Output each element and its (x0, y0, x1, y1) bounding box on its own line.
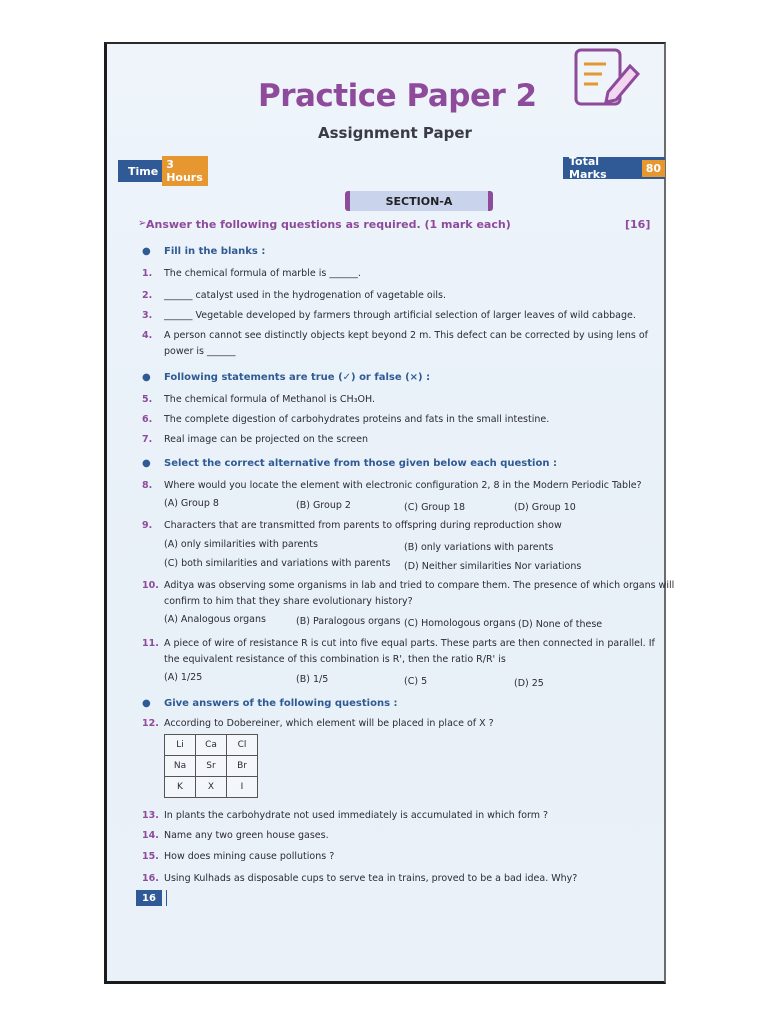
table-row (165, 777, 258, 798)
question-text-continued: confirm to him that they share evolutionary history? (164, 596, 413, 607)
question-text-continued: power is ______ (164, 346, 236, 357)
table-cell: Cl (227, 735, 258, 756)
question-number: 3. (142, 310, 153, 321)
question-text: Real image can be projected on the screen (164, 434, 368, 445)
question-number: 12. (142, 718, 159, 729)
table-cell: Ca (196, 735, 227, 756)
question-text: ______ Vegetable developed by farmers through artificial selection of larger leaves of wild cabbage. (164, 310, 636, 321)
subhead-answers: Give answers of the following questions : (164, 698, 398, 709)
option-c: (C) Group 18 (404, 502, 466, 513)
option-d: (D) Group 10 (514, 502, 576, 513)
bullet-icon: ● (142, 246, 151, 257)
option-b: (B) only variations with parents (404, 542, 554, 553)
table-cell: K (165, 777, 196, 798)
table-cell: X (196, 777, 227, 798)
option-b: (B) Group 2 (296, 500, 351, 511)
question-text: A piece of wire of resistance R is cut into five equal parts. These parts are then connected in parallel. If (164, 638, 655, 649)
question-text: A person cannot see distinctly objects kept beyond 2 m. This defect can be corrected by using lens of (164, 330, 648, 341)
option-c: (C) 5 (404, 676, 428, 687)
option-a: (A) Group 8 (164, 498, 219, 509)
total-marks-bar (563, 157, 665, 179)
option-c: (C) Homologous organs (404, 618, 516, 629)
question-text: The complete digestion of carbohydrates proteins and fats in the small intestine. (164, 414, 550, 425)
arrow-icon: ➢ (138, 218, 147, 229)
question-number: 2. (142, 290, 153, 301)
periodic-triads-table (164, 734, 258, 798)
time-value: 3 Hours (162, 156, 208, 186)
question-number: 8. (142, 480, 153, 491)
section-heading: SECTION-A (345, 191, 493, 211)
table-row (165, 735, 258, 756)
question-number: 10. (142, 580, 159, 591)
marks-value: 80 (642, 160, 665, 177)
bullet-icon: ● (142, 698, 151, 709)
question-text: The chemical formula of marble is ______. (164, 268, 361, 279)
table-cell: Sr (196, 756, 227, 777)
question-text: Where would you locate the element with electronic configuration 2, 8 in the Modern Periodic Table? (164, 480, 642, 491)
option-d: (D) Neither similarities Nor variations (404, 561, 582, 572)
instruction-marks: [16] (625, 218, 651, 231)
question-text: In plants the carbohydrate not used immediately is accumulated in which form ? (164, 810, 549, 821)
question-text: According to Dobereiner, which element will be placed in place of X ? (164, 718, 494, 729)
option-b: (B) 1/5 (296, 674, 329, 685)
table-cell: Li (165, 735, 196, 756)
notepad-pencil-icon (572, 44, 644, 114)
option-a: (A) 1/25 (164, 672, 203, 683)
time-bar (118, 160, 208, 182)
question-number: 7. (142, 434, 153, 445)
table-cell: Br (227, 756, 258, 777)
option-a: (A) only similarities with parents (164, 539, 318, 550)
bullet-icon: ● (142, 372, 151, 383)
question-text: Name any two green house gases. (164, 830, 329, 841)
question-number: 14. (142, 830, 159, 841)
page-title: Practice Paper 2 (258, 78, 537, 114)
question-number: 5. (142, 394, 153, 405)
page-subtitle: Assignment Paper (318, 124, 472, 142)
question-number: 6. (142, 414, 153, 425)
question-text: Aditya was observing some organisms in lab and tried to compare them. The presence of which organs will (164, 580, 675, 591)
option-d: (D) None of these (518, 619, 603, 630)
question-number: 13. (142, 810, 159, 821)
page-number: 16 (136, 890, 162, 906)
question-number: 15. (142, 851, 159, 862)
question-text-continued: the equivalent resistance of this combination is R', then the ratio R/R' is (164, 654, 506, 665)
question-text: ______ catalyst used in the hydrogenation of vagetable oils. (164, 290, 446, 301)
table-row (165, 756, 258, 777)
footer-divider (166, 890, 167, 906)
question-text: Characters that are transmitted from parents to offspring during reproduction show (164, 520, 562, 531)
question-number: 11. (142, 638, 159, 649)
question-number: 9. (142, 520, 153, 531)
question-text: The chemical formula of Methanol is CH₃OH. (164, 394, 375, 405)
subhead-truefalse: Following statements are true (✓) or false (×) : (164, 372, 431, 383)
question-text: Using Kulhads as disposable cups to serve tea in trains, proved to be a bad idea. Why? (164, 873, 578, 884)
option-d: (D) 25 (514, 678, 544, 689)
subhead-fill: Fill in the blanks : (164, 246, 266, 257)
question-number: 1. (142, 268, 153, 279)
time-label: Time (128, 164, 159, 178)
table-cell: Na (165, 756, 196, 777)
table-cell: I (227, 777, 258, 798)
instruction: Answer the following questions as required. (1 mark each) (146, 218, 511, 231)
option-b: (B) Paralogous organs (296, 616, 401, 627)
question-text: How does mining cause pollutions ? (164, 851, 335, 862)
option-a: (A) Analogous organs (164, 614, 266, 625)
subhead-mcq: Select the correct alternative from those given below each question : (164, 458, 557, 469)
bullet-icon: ● (142, 458, 151, 469)
marks-label: Total Marks (569, 155, 607, 181)
option-c: (C) both similarities and variations with parents (164, 558, 391, 569)
question-number: 16. (142, 873, 159, 884)
question-number: 4. (142, 330, 153, 341)
